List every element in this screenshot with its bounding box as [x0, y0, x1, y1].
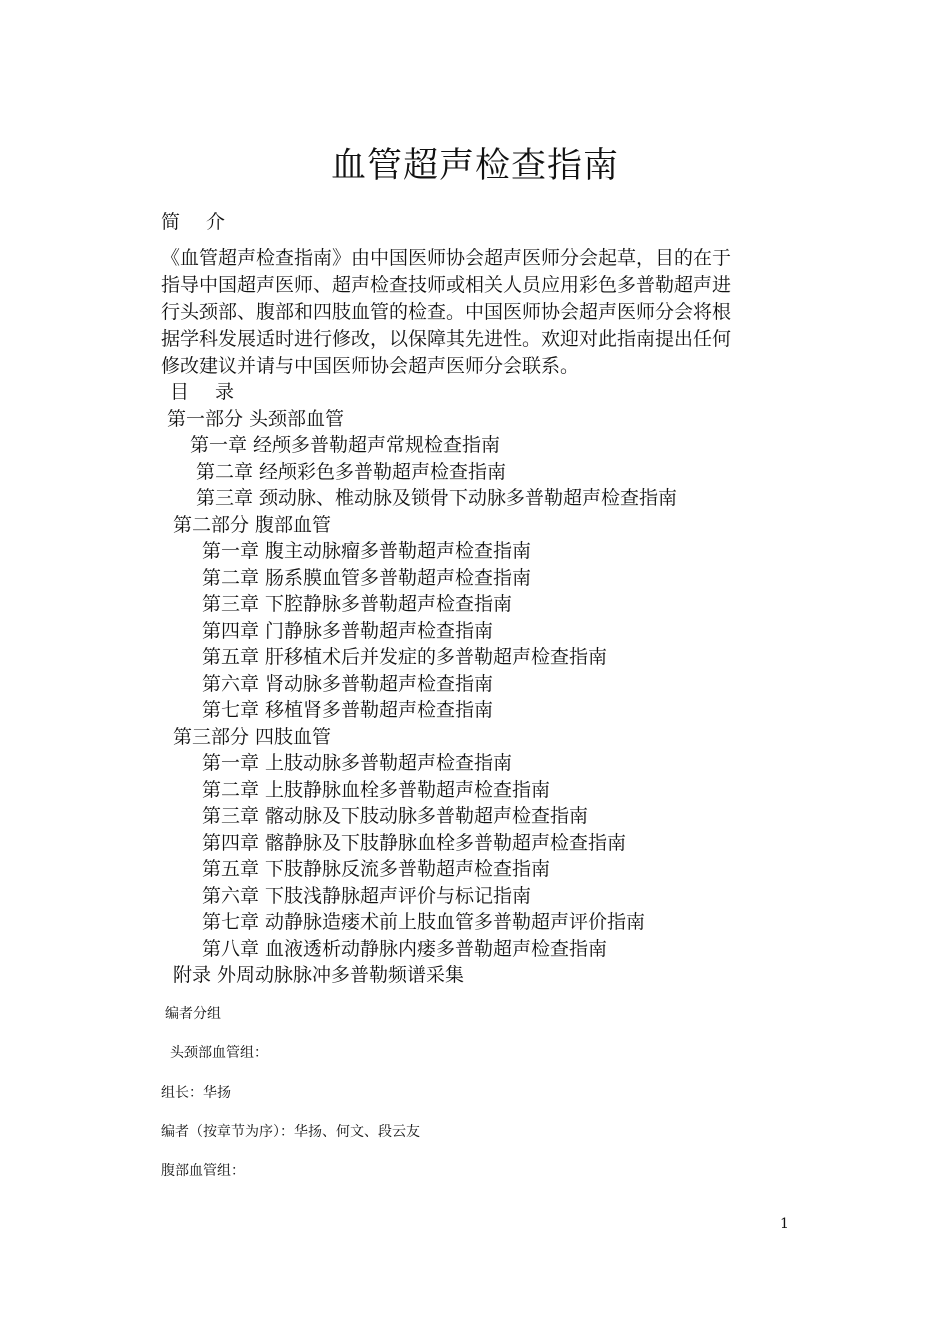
abdominal-group-label: 腹部血管组：: [161, 1163, 245, 1179]
intro-line: 修改建议并请与中国医师协会超声医师分会联系。: [161, 355, 580, 377]
intro-line: 指导中国超声医师、超声检查技师或相关人员应用彩色多普勒超声进: [161, 274, 732, 296]
toc-chapter: 第二章 上肢静脉血栓多普勒超声检查指南: [202, 779, 551, 801]
toc-chapter: 第二章 肠系膜血管多普勒超声检查指南: [202, 567, 532, 589]
toc-chapter: 第三章 颈动脉、椎动脉及锁骨下动脉多普勒超声检查指南: [196, 487, 678, 509]
toc-chapter: 第五章 下肢静脉反流多普勒超声检查指南: [202, 858, 551, 880]
toc-chapter: 第六章 肾动脉多普勒超声检查指南: [202, 673, 494, 695]
toc-chapter: 第八章 血液透析动静脉内瘘多普勒超声检查指南: [202, 938, 608, 960]
toc-heading: 目 录: [170, 381, 245, 403]
toc-chapter: 第四章 门静脉多普勒超声检查指南: [202, 620, 494, 642]
toc-chapter: 第三章 下腔静脉多普勒超声检查指南: [202, 593, 513, 615]
toc-chapter: 第一章 腹主动脉瘤多普勒超声检查指南: [202, 540, 532, 562]
intro-line: 据学科发展适时进行修改，以保障其先进性。欢迎对此指南提出任何: [161, 328, 732, 350]
head-neck-group-label: 头颈部血管组：: [170, 1045, 268, 1061]
editor-members: 编者（按章节为序）：华扬、何文、段云友: [161, 1124, 420, 1140]
toc-part: 第一部分 头颈部血管: [167, 408, 345, 430]
editors-heading: 编者分组: [165, 1006, 221, 1022]
toc-chapter: 第五章 肝移植术后并发症的多普勒超声检查指南: [202, 646, 608, 668]
intro-line: 行头颈部、腹部和四肢血管的检查。中国医师协会超声医师分会将根: [161, 301, 732, 323]
toc-part: 第三部分 四肢血管: [173, 726, 332, 748]
intro-line: 《血管超声检查指南》由中国医师协会超声医师分会起草，目的在于: [161, 247, 732, 269]
toc-chapter: 第七章 动静脉造瘘术前上肢血管多普勒超声评价指南: [202, 911, 646, 933]
toc-chapter: 第二章 经颅彩色多普勒超声检查指南: [196, 461, 507, 483]
toc-chapter: 第六章 下肢浅静脉超声评价与标记指南: [202, 885, 532, 907]
toc-chapter: 第四章 髂静脉及下肢静脉血栓多普勒超声检查指南: [202, 832, 627, 854]
page-number: 1: [780, 1216, 789, 1232]
intro-paragraph: [161, 245, 781, 380]
toc-appendix: 附录 外周动脉脉冲多普勒频谱采集: [173, 964, 465, 986]
toc-chapter: 第一章 上肢动脉多普勒超声检查指南: [202, 752, 513, 774]
toc-chapter: 第一章 经颅多普勒超声常规检查指南: [190, 434, 501, 456]
intro-heading: 简 介: [161, 211, 236, 233]
group-leader: 组长：华扬: [161, 1085, 231, 1101]
toc-part: 第二部分 腹部血管: [173, 514, 332, 536]
toc-chapter: 第三章 髂动脉及下肢动脉多普勒超声检查指南: [202, 805, 589, 827]
toc-chapter: 第七章 移植肾多普勒超声检查指南: [202, 699, 494, 721]
document-title: 血管超声检查指南: [330, 146, 619, 186]
